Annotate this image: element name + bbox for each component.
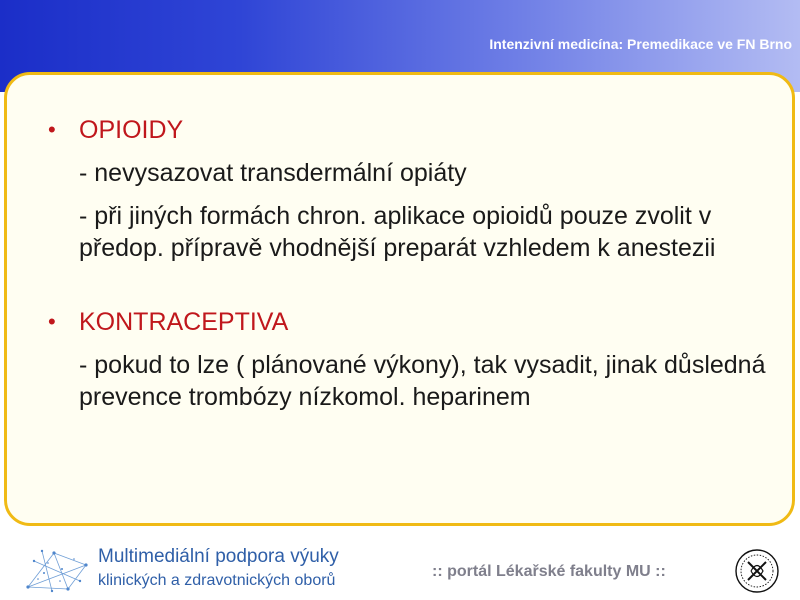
bullet-icon: • [48, 309, 56, 334]
bullet-item: - při jiných formách chron. aplikace opioidů pouze zvolit v předop. přípravě vhodnější preparát vzhledem k anestezii [79, 202, 716, 262]
section-heading-kontraceptiva [48, 306, 768, 338]
footer-portal-link[interactable]: :: portál Lékařské fakulty MU :: [432, 563, 666, 580]
heading-text: KONTRACEPTIVA [79, 308, 289, 336]
slide-content [48, 114, 768, 413]
faculty-seal-icon [734, 548, 780, 594]
section-heading-opioidy [48, 114, 768, 146]
bullet-item: - nevysazovat transdermální opiáty [79, 159, 467, 187]
footer-brand-line1: Multimediální podpora výuky [98, 546, 339, 567]
header-title: Intenzivní medicína: Premedikace ve FN Brno [489, 36, 792, 52]
bullet-item: - pokud to lze ( plánované výkony), tak vysadit, jinak důsledná prevence trombózy nízkomol. heparinem [79, 351, 766, 411]
bullet-icon: • [48, 117, 56, 142]
footer-brand-line2: klinických a zdravotnických oborů [98, 572, 336, 589]
heading-text: OPIOIDY [79, 116, 184, 144]
network-mesh-logo-icon [24, 547, 94, 593]
footer-brand [98, 545, 339, 593]
section-gap [48, 264, 768, 306]
